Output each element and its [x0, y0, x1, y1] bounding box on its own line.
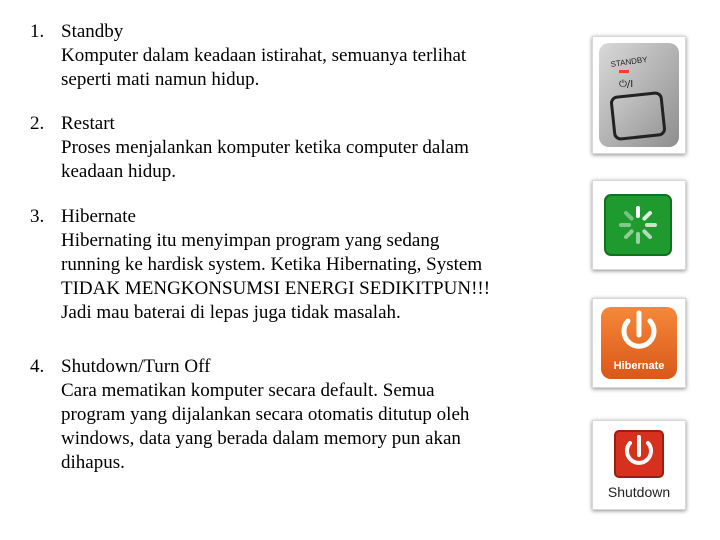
item-title: Shutdown/Turn Off — [61, 356, 211, 377]
item-number: 2. — [30, 113, 45, 134]
shutdown-image — [592, 420, 686, 510]
item-number: 3. — [30, 206, 45, 227]
hibernate-image — [592, 298, 686, 388]
item-description: Cara mematikan komputer secara default. Semua program yang dijalankan secara otomatis ditutup oleh windows, data yang berada dalam memory pun akan dihapus. — [61, 380, 470, 473]
list-item-shutdown — [30, 355, 590, 475]
list-item-hibernate — [30, 205, 590, 325]
restart-spinner-icon — [593, 181, 685, 269]
item-number: 4. — [30, 356, 45, 377]
item-description: Hibernating itu menyimpan program yang sedang running ke hardisk system. Ketika Hibernating, System TIDAK MENGKONSUMSI ENERGI SEDIKITPUN!!! Jadi mau baterai di lepas juga tidak masalah. — [61, 230, 491, 323]
standby-label: STANDBY — [610, 54, 649, 69]
restart-image — [592, 180, 686, 270]
item-number: 1. — [30, 21, 45, 42]
hibernate-label: Hibernate — [613, 360, 665, 372]
list-item-restart — [30, 112, 590, 184]
shutdown-power-icon — [593, 421, 685, 509]
hibernate-power-icon — [593, 299, 685, 387]
item-title: Hibernate — [61, 206, 136, 227]
standby-symbol: ⏻/I — [619, 79, 634, 90]
item-description: Proses menjalankan komputer ketika computer dalam keadaan hidup. — [61, 137, 469, 182]
standby-image — [592, 36, 686, 154]
standby-button-icon — [593, 37, 685, 153]
item-description: Komputer dalam keadaan istirahat, semuanya terlihat seperti mati namun hidup. — [61, 45, 467, 90]
list-item-standby — [30, 20, 590, 92]
item-title: Restart — [61, 113, 115, 134]
item-title: Standby — [61, 21, 124, 42]
shutdown-label: Shutdown — [607, 484, 671, 500]
